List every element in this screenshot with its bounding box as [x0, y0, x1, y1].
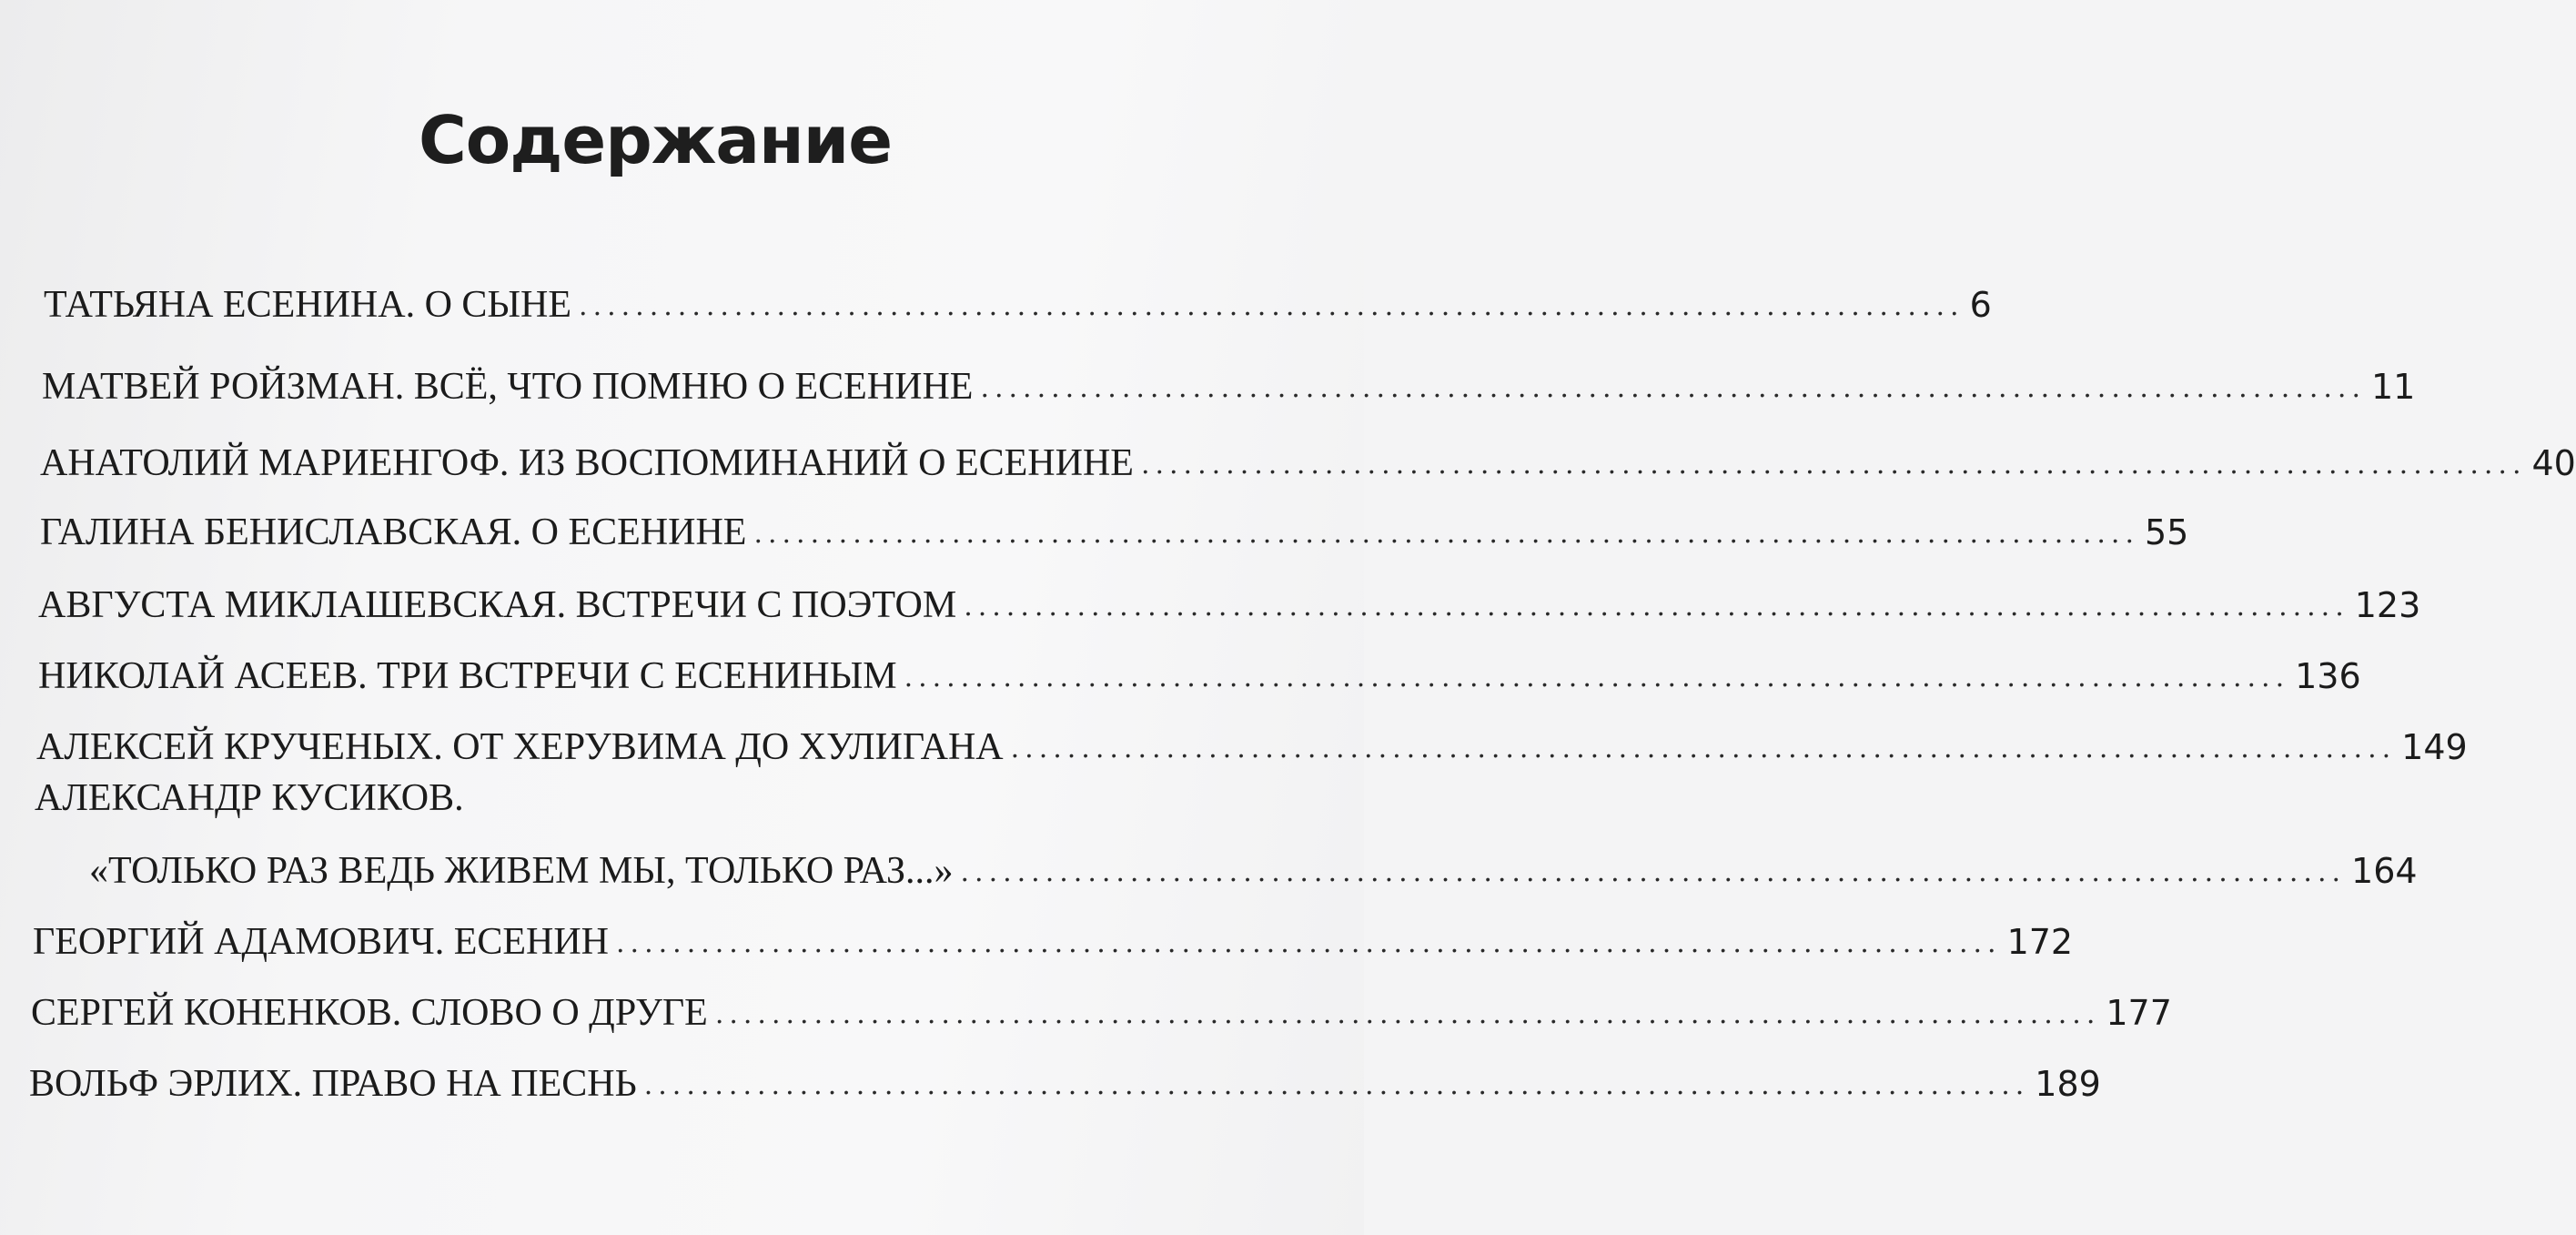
toc-entry[interactable] [89, 848, 2418, 897]
toc-entry-title: ТАТЬЯНА ЕСЕНИНА. О СЫНЕ [44, 284, 572, 326]
toc-entry[interactable] [31, 990, 2172, 1039]
toc-leader-dots: .................................................................................................. [1010, 733, 2397, 764]
toc-leader-dots: .................................................................................................. [643, 1069, 2030, 1101]
toc-leader-dots: .................................................................................................. [1140, 449, 2527, 481]
toc-entry-page: 55 [2144, 512, 2189, 552]
toc-entry-page: 6 [1969, 285, 1992, 325]
toc-entry[interactable] [29, 1061, 2101, 1110]
toc-entry-title: АНАТОЛИЙ МАРИЕНГОФ. ИЗ ВОСПОМИНАНИЙ О ЕСЕНИНЕ [40, 442, 1134, 484]
toc-entry[interactable] [42, 364, 2416, 413]
toc-entry[interactable] [36, 724, 2468, 774]
toc-entry[interactable] [38, 653, 2361, 703]
toc-entry-title: «ТОЛЬКО РАЗ ВЕДЬ ЖИВЕМ МЫ, ТОЛЬКО РАЗ...» [89, 850, 954, 892]
toc-entry-title: ГАЛИНА БЕНИСЛАВСКАЯ. О ЕСЕНИНЕ [40, 511, 747, 553]
page-title: Содержание [418, 102, 893, 178]
toc-entry-title: ГЕОРГИЙ АДАМОВИЧ. ЕСЕНИН [33, 921, 610, 963]
toc-entry-author-line: АЛЕКСАНДР КУСИКОВ. [35, 777, 464, 819]
toc-entry-title: ВОЛЬФ ЭРЛИХ. ПРАВО НА ПЕСНЬ [29, 1063, 637, 1105]
toc-entry[interactable] [33, 919, 2074, 968]
toc-entry-title: МАТВЕЙ РОЙЗМАН. ВСЁ, ЧТО ПОМНЮ О ЕСЕНИНЕ [42, 366, 974, 408]
toc-leader-dots: .................................................................................................. [904, 662, 2290, 693]
toc-entry[interactable] [40, 440, 2576, 490]
toc-leader-dots: .................................................................................................. [714, 998, 2101, 1030]
toc-entry-page: 172 [2006, 922, 2074, 962]
toc-leader-dots: .................................................................................................. [964, 591, 2349, 623]
toc-entry[interactable] [38, 582, 2421, 632]
toc-leader-dots: .................................................................................................. [980, 372, 2366, 404]
toc-entry-page: 11 [2371, 367, 2416, 407]
toc-entry-page: 177 [2106, 993, 2172, 1033]
toc-leader-dots: .................................................................................................. [960, 856, 2347, 888]
toc-entry-page: 164 [2351, 851, 2418, 891]
toc-entry-page: 40 [2531, 443, 2576, 483]
toc-leader-dots: .................................................................................................. [753, 518, 2139, 550]
toc-leader-dots: .................................................................................................. [579, 290, 1965, 322]
toc-entry-title: СЕРГЕЙ КОНЕНКОВ. СЛОВО О ДРУГЕ [31, 992, 708, 1034]
toc-entry-page: 136 [2295, 656, 2361, 696]
toc-entry[interactable] [44, 282, 1992, 331]
toc-entry-title: АВГУСТА МИКЛАШЕВСКАЯ. ВСТРЕЧИ С ПОЭТОМ [38, 584, 957, 626]
toc-entry[interactable] [40, 510, 2189, 559]
toc-entry-page: 149 [2401, 727, 2468, 767]
toc-leader-dots: .................................................................................................. [616, 927, 2002, 959]
toc-entry-page: 189 [2035, 1064, 2101, 1104]
toc-entry-title: АЛЕКСЕЙ КРУЧЕНЫХ. ОТ ХЕРУВИМА ДО ХУЛИГАНА [36, 726, 1004, 768]
toc-entry-title: НИКОЛАЙ АСЕЕВ. ТРИ ВСТРЕЧИ С ЕСЕНИНЫМ [38, 655, 897, 697]
toc-entry-page: 123 [2354, 585, 2421, 625]
